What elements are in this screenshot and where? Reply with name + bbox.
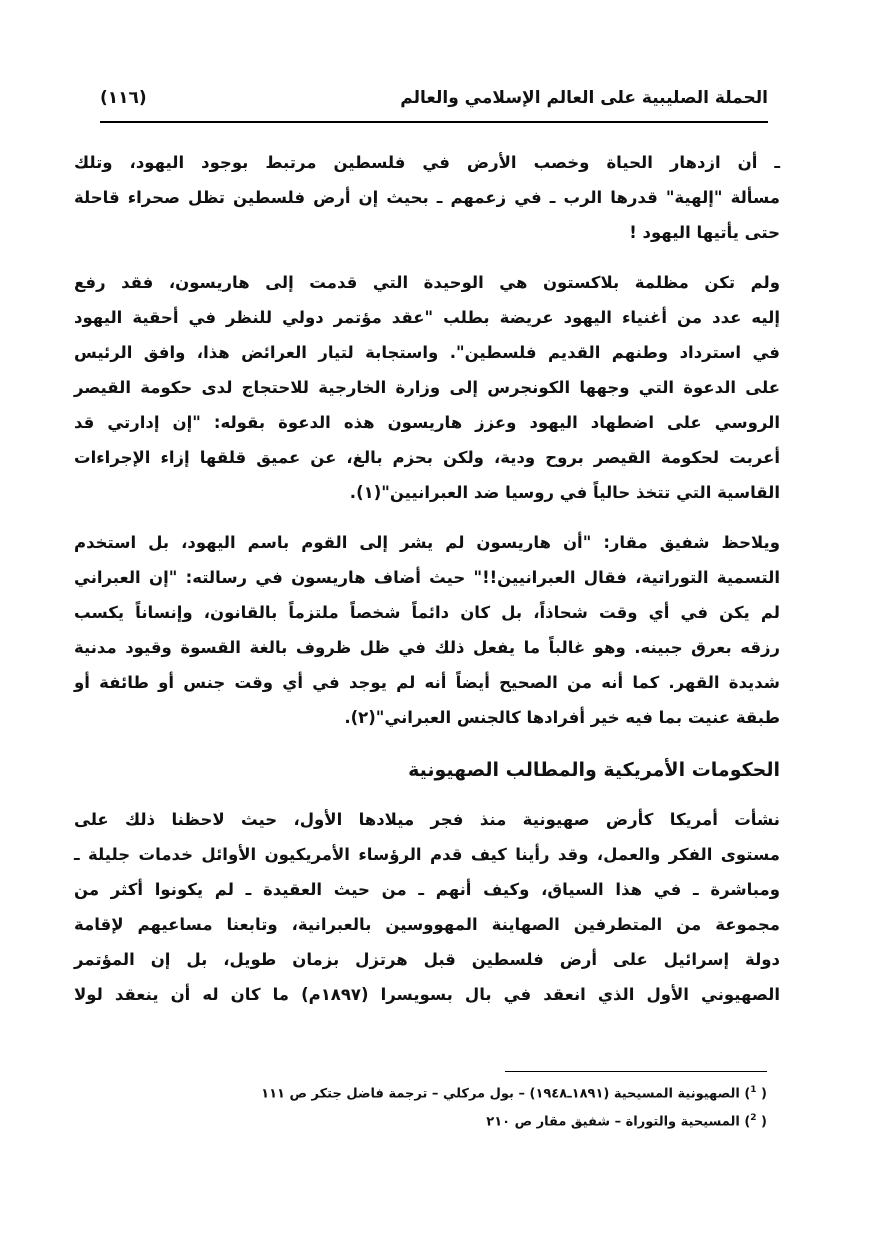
footnote-text: الصهيونية المسيحية (١٨٩١ـ١٩٤٨) – بول مركلي – ترجمة فاضل جتكر ص ١١١ [261,1086,740,1102]
text-line: ـ أن ازدهار الحياة وخصب الأرض في فلسطين مرتبط بوجود اليهود، وتلك [74,153,780,172]
section-heading: الحكومات الأمريكية والمطالب الصهيونية [408,759,780,781]
text-line: دولة إسرائيل على أرض فلسطين قبل هرتزل بزمان طويل، بل إن المؤتمر [74,950,780,969]
text-line: أعربت لحكومة القيصر بروح ودية، ولكن بحزم بالغ، عن عميق قلقها إزاء الإجراءات [74,448,780,467]
footnote-marker: 1 [750,1085,757,1095]
paragraph-4 [74,802,780,1012]
text-line: الصهيوني الأول الذي انعقد في بال بسويسرا (١٨٩٧م) ما كان له أن ينعقد لولا [74,985,780,1004]
text-line: إليه عدد من أغنياء اليهود عريضة بطلب "عقد مؤتمر دولي للنظر في أحقية اليهود [74,308,780,327]
text-line: التسمية التوراتية، فقال العبرانيين!!" حيث أضاف هاريسون في رسالته: "إن العبراني [74,568,780,587]
footnote-1: ( $^1$) الصهيونية المسيحية (١٨٩١ـ١٩٤٨) – بول مركلي – ترجمة فاضل جتكر ص ١١١ [261,1085,767,1102]
footnote-marker: 2 [750,1113,757,1124]
paragraph-2 [74,265,780,510]
text-line: مجموعة من المتطرفين الصهاينة المهووسين بالعبرانية، وتابعنا مساعيهم لإقامة [74,915,780,934]
text-line: ولم تكن مظلمة بلاكستون هي الوحيدة التي قدمت إلى هاريسون، فقد رفع [74,273,780,292]
text-line: ويلاحظ شفيق مقار: "أن هاريسون لم يشر إلى القوم باسم اليهود، بل استخدم [74,533,780,552]
footnote-rule [505,1071,767,1072]
text-line: على الدعوة التي وجهها الكونجرس إلى وزارة الخارجية للاحتجاج لدى حكومة القيصر [74,378,780,397]
footnotes [261,1078,767,1135]
running-title: الحملة الصليبية على العالم الإسلامي والعالم [400,88,768,108]
text-line: القاسية التي تتخذ حالياً في روسيا ضد العبرانيين"(١). [349,483,780,502]
header-rule [100,121,768,123]
paragraph-1 [74,145,780,250]
text-line: رزقه بعرق جبينه. وهو غالباً ما يفعل ذلك في ظل ظروف بالغة القسوة وقيود مدنية [74,638,780,657]
page-body [74,145,780,1027]
text-line: الروسي على اضطهاد اليهود وعزز هاريسون هذه الدعوة بقوله: "إن إدارتي قد [74,413,780,432]
text-line: مسألة "إلهية" قدرها الرب ـ في زعمهم ـ بحيث إن أرض فلسطين تظل صحراء قاحلة [74,188,780,207]
footnote-2: ( $^2$) المسيحية والتوراة – شفيق مقار ص ٢١٠ [486,1113,767,1130]
text-line: ومباشرة ـ في هذا السياق، وكيف أنهم ـ من حيث العقيدة ـ لم يكونوا أكثر من [74,880,780,899]
text-line: حتى يأتيها اليهود ! [629,223,780,242]
text-line: طبقة عنيت بما فيه خير أفرادها كالجنس العبراني"(٢). [344,708,780,727]
text-line: لم يكن في أي وقت شحاذاً، بل كان دائماً شخصاً ملتزماً بالقانون، وإنساناً يكسب [74,603,780,622]
footnote-text: المسيحية والتوراة – شفيق مقار ص ٢١٠ [486,1114,740,1130]
page-header [100,88,768,118]
text-line: نشأت أمريكا كأرض صهيونية منذ فجر ميلادها الأول، حيث لاحظنا ذلك على [74,810,780,829]
text-line: شديدة القهر. كما أنه من الصحيح أيضاً أنه لم يوجد في أي وقت جنس أو طائفة أو [74,673,780,692]
page-number: (١١٦) [100,88,147,108]
paragraph-3 [74,525,780,735]
text-line: مستوى الفكر والعمل، وقد رأينا كيف قدم الرؤساء الأمريكيون الأوائل خدمات جليلة ـ [74,845,780,864]
text-line: في استرداد وطنهم القديم فلسطين". واستجابة لتيار العرائض هذا، وافق الرئيس [74,343,780,362]
